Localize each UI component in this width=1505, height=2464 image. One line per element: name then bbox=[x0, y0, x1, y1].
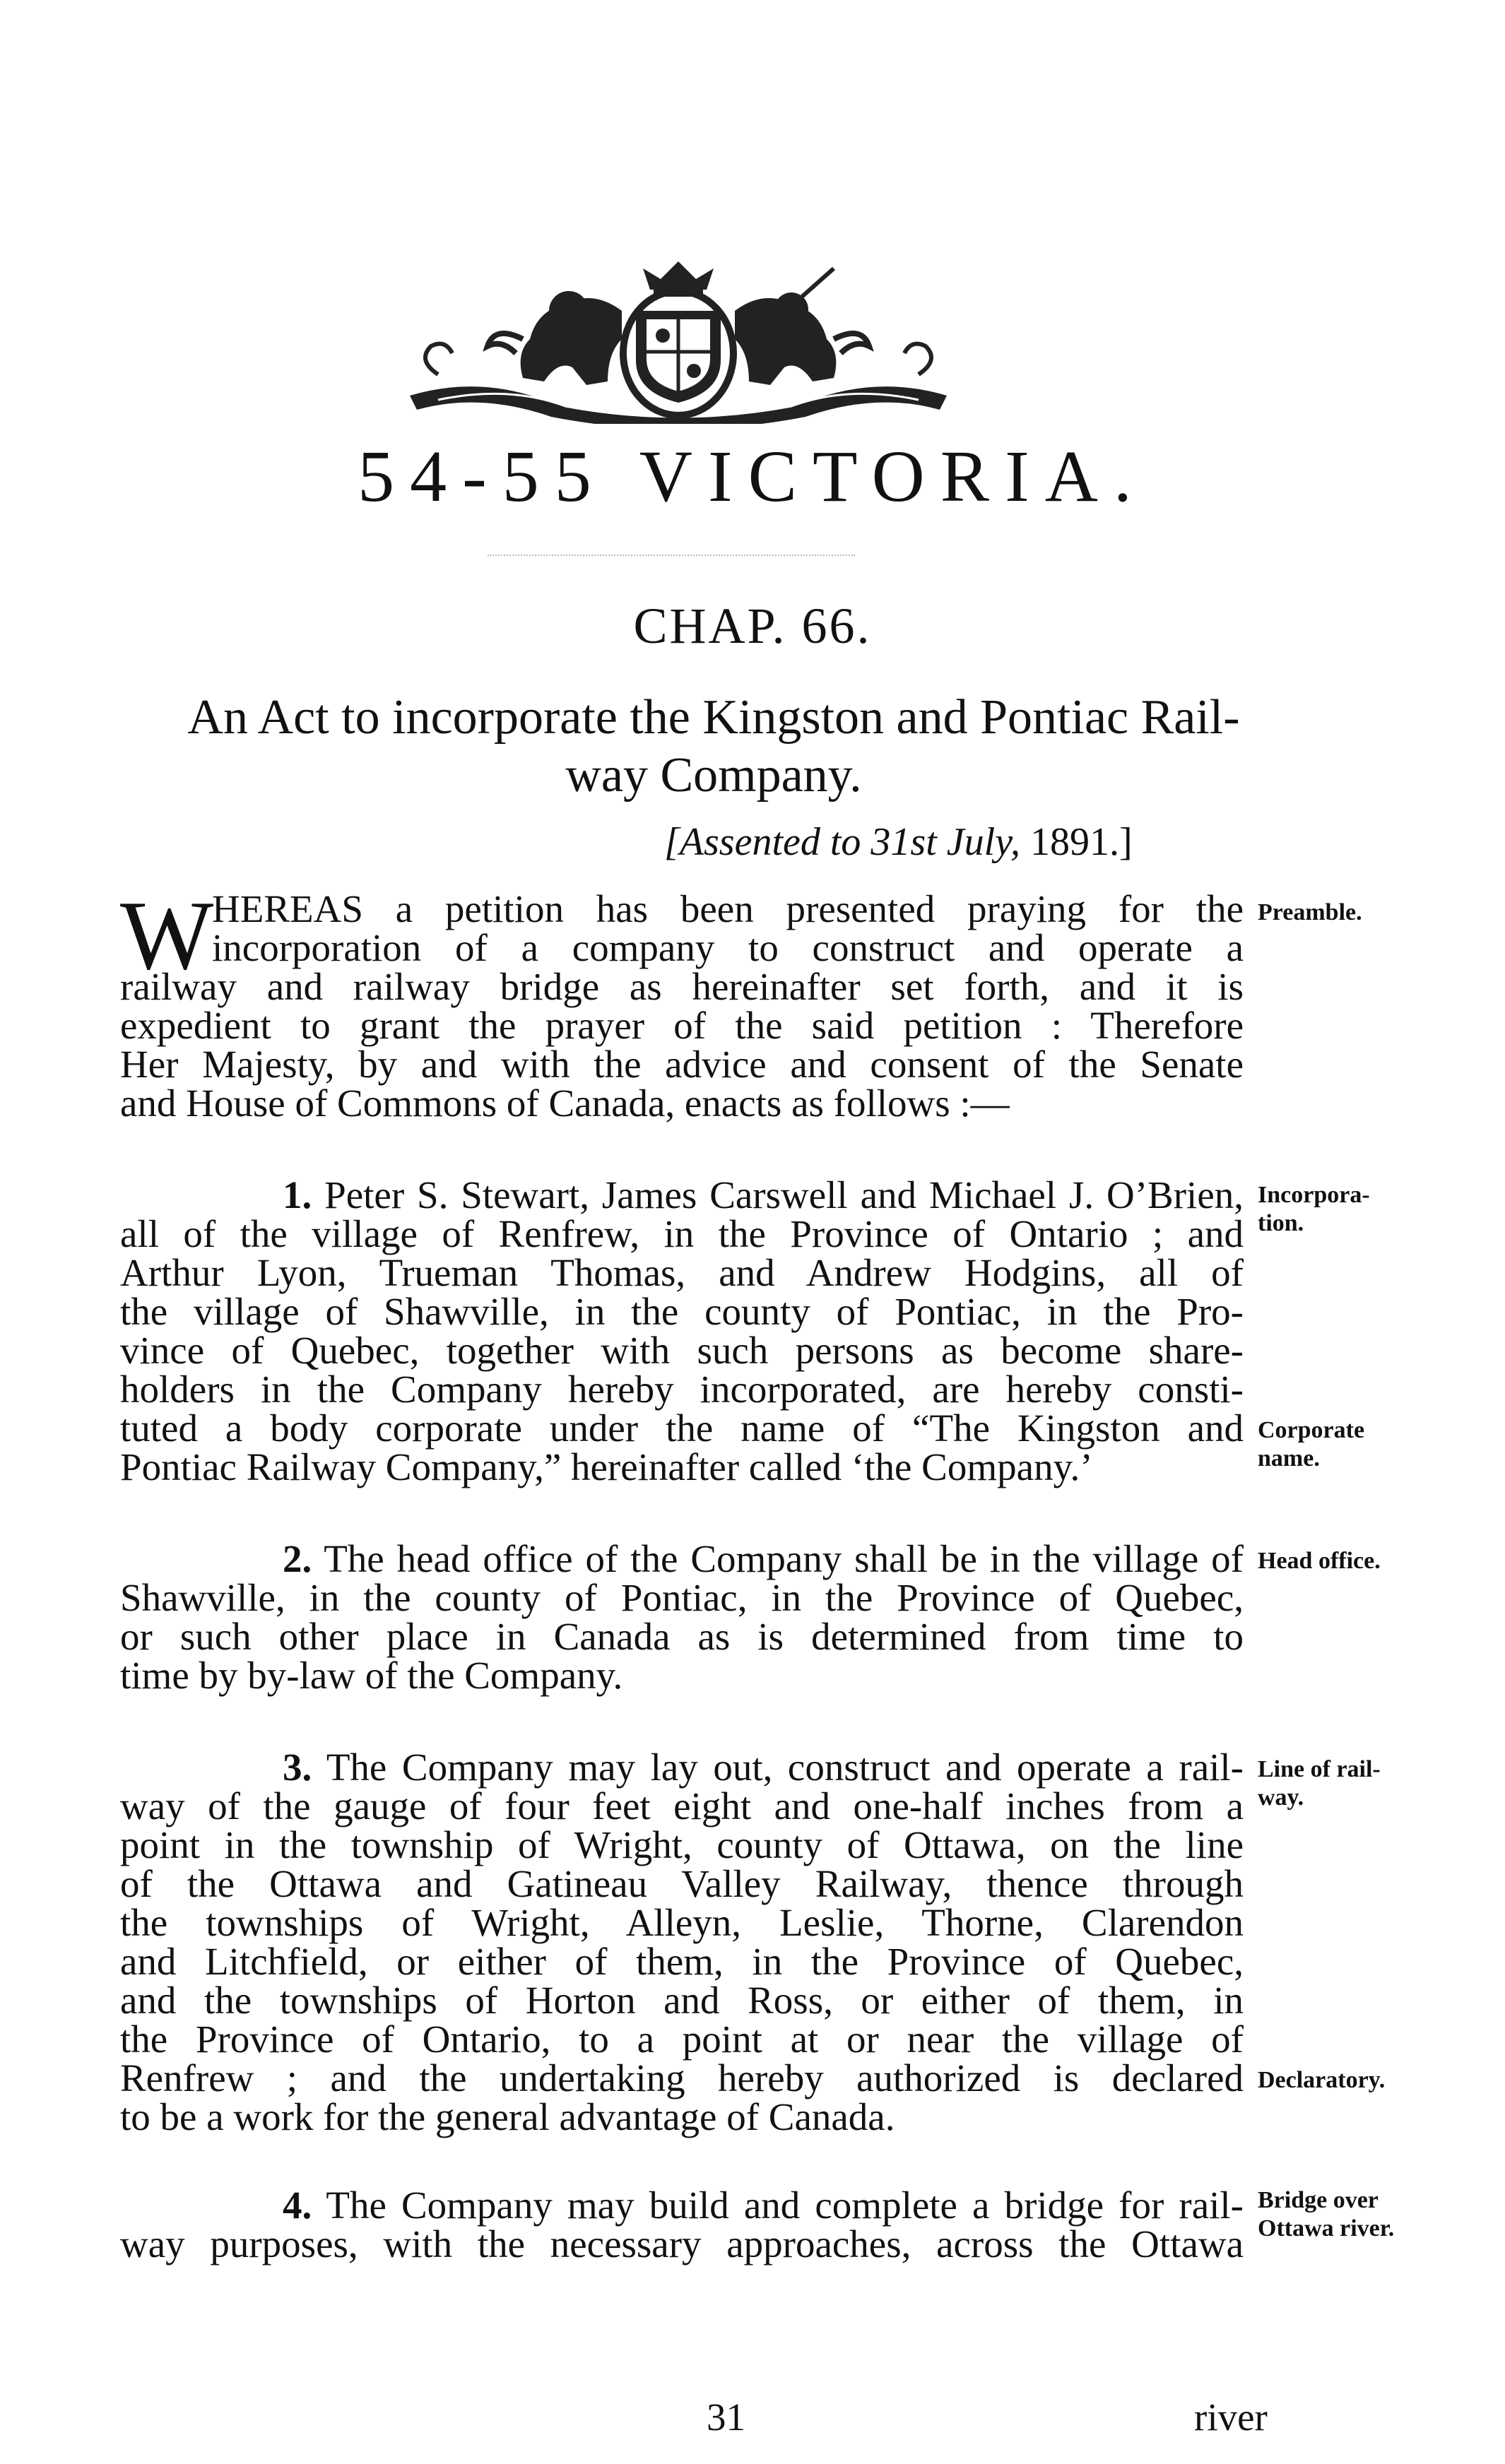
margin-note-preamble: Preamble. bbox=[1258, 899, 1362, 925]
section-3-line: and the townships of Horton and Ross, or either of them, in bbox=[120, 1979, 1244, 2022]
margin-note-corporate-name: Corporate name. bbox=[1258, 1417, 1365, 1471]
section-2-line: or such other place in Canada as is determined from time to bbox=[120, 1615, 1244, 1658]
section-4-line: way purposes, with the necessary approaches, across the Ottawa bbox=[120, 2222, 1244, 2265]
act-title-line: An Act to incorporate the Kingston and Pontiac Rail- bbox=[187, 690, 1240, 745]
margin-note-line-of-railway: Line of rail- way. bbox=[1258, 1756, 1381, 1811]
section-1-line: all of the village of Renfrew, in the Province of Ontario ; and bbox=[120, 1212, 1244, 1255]
chapter-heading: CHAP. 66. bbox=[633, 598, 872, 654]
section-3-line: to be a work for the general advantage of Canada. bbox=[120, 2095, 895, 2138]
preamble-line: incorporation of a company to construct and operate a bbox=[212, 926, 1244, 969]
section-1-line: Arthur Lyon, Trueman Thomas, and Andrew Hodgins, all of bbox=[120, 1251, 1244, 1294]
section-3-line: 3. The Company may lay out, construct and operate a rail- bbox=[283, 1746, 1244, 1789]
section-3-line: way of the gauge of four feet eight and one-half inches from a bbox=[120, 1784, 1244, 1828]
assent-date: [Assented to 31st July, 1891.] bbox=[664, 820, 1133, 864]
section-2-line: Shawville, in the county of Pontiac, in the Province of Quebec, bbox=[120, 1576, 1244, 1619]
act-title-line: way Company. bbox=[565, 748, 862, 802]
preamble-line: railway and railway bridge as hereinafter set forth, and it is bbox=[120, 965, 1244, 1008]
catchword: river bbox=[1194, 2395, 1268, 2439]
margin-note-declaratory: Declaratory. bbox=[1258, 2067, 1386, 2093]
section-number: 2. bbox=[283, 1537, 312, 1580]
section-1-line: tuted a body corporate under the name of “The Kingston and bbox=[120, 1406, 1244, 1450]
section-3-line: and Litchfield, or either of them, in the Province of Quebec, bbox=[120, 1940, 1244, 1983]
preamble-line: HEREAS a petition has been presented praying for the bbox=[212, 887, 1244, 930]
margin-note-head-office: Head office. bbox=[1258, 1548, 1381, 1574]
section-1-line: the village of Shawville, in the county of Pontiac, in the Pro- bbox=[120, 1290, 1244, 1333]
section-1-line: vince of Quebec, together with such persons as become share- bbox=[120, 1329, 1244, 1372]
section-3-line: point in the township of Wright, county of Ottawa, on the line bbox=[120, 1823, 1244, 1866]
regnal-year-heading: 54-55 VICTORIA. bbox=[358, 436, 1147, 517]
section-2-line: 2. The head office of the Company shall be in the village of bbox=[283, 1537, 1244, 1580]
preamble-line: Her Majesty, by and with the advice and consent of the Senate bbox=[120, 1043, 1244, 1086]
divider bbox=[488, 555, 855, 556]
section-3-line: the townships of Wright, Alleyn, Leslie, Thorne, Clarendon bbox=[120, 1901, 1244, 1944]
section-number: 3. bbox=[283, 1746, 312, 1789]
preamble-line: and House of Commons of Canada, enacts as follows :— bbox=[120, 1082, 1010, 1125]
preamble-line: expedient to grant the prayer of the said petition : Therefore bbox=[120, 1004, 1244, 1047]
section-1-line: Pontiac Railway Company,” hereinafter called ‘the Company.’ bbox=[120, 1445, 1093, 1488]
section-3-line: Renfrew ; and the undertaking hereby authorized is declared bbox=[120, 2056, 1244, 2099]
section-1-line: holders in the Company hereby incorporated, are hereby consti- bbox=[120, 1368, 1244, 1411]
section-number: 1. bbox=[283, 1173, 312, 1216]
page-number: 31 bbox=[707, 2395, 745, 2439]
royal-coat-of-arms-icon bbox=[396, 261, 961, 424]
section-3-line: the Province of Ontario, to a point at or near the village of bbox=[120, 2018, 1244, 2061]
section-1-line: 1. Peter S. Stewart, James Carswell and Michael J. O’Brien, bbox=[283, 1173, 1244, 1216]
margin-note-incorporation: Incorpora- tion. bbox=[1258, 1182, 1370, 1236]
section-number: 4. bbox=[283, 2184, 312, 2227]
margin-note-bridge: Bridge over Ottawa river. bbox=[1258, 2187, 1395, 2241]
preamble-dropcap: W bbox=[120, 881, 214, 990]
section-2-line: time by by-law of the Company. bbox=[120, 1654, 623, 1697]
act-title bbox=[106, 689, 1321, 805]
section-3-line: of the Ottawa and Gatineau Valley Railway, thence through bbox=[120, 1862, 1244, 1905]
section-4-line: 4. The Company may build and complete a bridge for rail- bbox=[283, 2184, 1244, 2227]
